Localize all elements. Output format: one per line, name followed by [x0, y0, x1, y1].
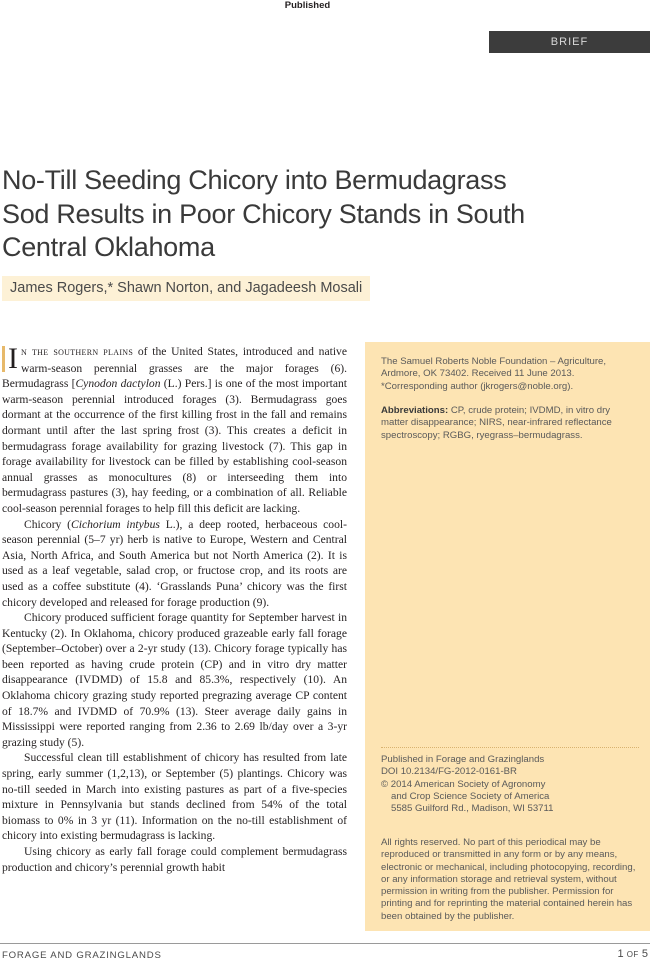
abbreviations-label: Abbreviations:: [381, 405, 449, 416]
title-line: Sod Results in Poor Chicory Stands in South: [2, 198, 525, 229]
affiliation-line: Ardmore, OK 73402. Received 11 June 2013.: [381, 368, 575, 380]
sidebar-panel: [365, 342, 650, 931]
article-type-banner: BRIEF: [489, 31, 650, 53]
body-text-run: Chicory (: [24, 517, 72, 531]
species-name: Cynodon dactylon: [75, 377, 161, 391]
title-line: Central Oklahoma: [2, 232, 215, 262]
title-line: No-Till Seeding Chicory into Bermudagrass: [2, 165, 507, 195]
species-name: Cichorium intybus: [71, 517, 160, 531]
of-label: OF: [626, 950, 639, 959]
publication-line: 5585 Guilford Rd., Madison, WI 53711: [391, 803, 554, 815]
author-affiliation: [381, 356, 639, 393]
published-label: Published: [284, 0, 331, 11]
body-text-run: of the United States, introduced and native warm-season perennial grasses are the major forages (6). Bermudagrass [: [2, 345, 347, 391]
article-title: [2, 164, 602, 265]
doi: DOI 10.2134/FG-2012-0161-BR: [381, 766, 517, 778]
publication-line: Published in Forage and Grazinglands: [381, 754, 545, 765]
author-list: James Rogers,* Shawn Norton, and Jagadeesh Mosali: [2, 276, 370, 301]
affiliation-line: *Corresponding author (jkrogers@noble.org).: [381, 380, 574, 392]
body-text-run: L.), a deep rooted, herbaceous cool-season perennial (5–7 yr) herb is native to Europe, Western and Central Asia, North Africa, and South America but not North America (2). It is used as a leaf vegetable, salad crop, or fructose crop, and its roots are used as a coffee substitute (4). ‘Grasslands Puna’ chicory was the first chicory developed and released for forage production (9).: [2, 517, 347, 609]
rights-statement: All rights reserved. No part of this periodical may be reproduced or transmitted in any form or by any means, electronic or mechanical, including photocopying, recording, or any information storage and retrieval system, without permission in writing from the publisher. Permission for printing and for reprinting the material contained herein has been obtained by the publisher.: [381, 837, 636, 922]
journal-name: FORAGE AND GRAZINGLANDS: [2, 950, 162, 961]
current-page: 1: [617, 948, 624, 960]
drop-cap: I: [2, 346, 18, 372]
publication-info: [381, 754, 639, 815]
article-body: [2, 344, 347, 875]
body-text-run: (L.) Pers.] is one of the most important warm-season perennial introduced forages (3). Bermudagrass goes dormant at the occurrence of the first killing frost in the fall and remains dormant until after the last spring frost (3). This creates a deficit in bermudagrass forage availability for grazing livestock (7). This gap in forage availability for livestock can be filled by establishing cool-season annual grasses as monocultures (8) or interseeding them into bermudagrass pastures (3), hay feeding, or a combination of all. Reliable cool-season perennial forages to help fill this deficit are lacking.: [2, 377, 347, 515]
footer-divider: [0, 943, 650, 944]
page-number: [618, 948, 648, 960]
lead-in-smallcaps: n the southern plains: [21, 346, 134, 358]
publication-line: and Crop Science Society of America: [391, 790, 550, 802]
sidebar-divider: [381, 747, 639, 748]
body-paragraph: [2, 344, 347, 517]
affiliation-line: The Samuel Roberts Noble Foundation – Agriculture,: [381, 356, 607, 367]
copyright-line: © 2014 American Society of Agronomy: [381, 778, 546, 790]
body-paragraph: Chicory produced sufficient forage quantity for September harvest in Kentucky (2). In Oklahoma, chicory produced grazeable early fall forage (September–October) over a 2-yr study (13). Chicory forage typically has been reported as having crude protein (CP) and in vitro dry matter disappearance (IVDMD) of 15.8 and 85.3%, respectively (10). An Oklahoma chicory grazing study reported pregrazing average CP content of 18.7% and IVDMD of 70.9% (13). Steer average daily gains in Mississippi were reported ranging from 2.36 to 2.69 lb/day over a 3-yr grazing study (5).: [2, 611, 347, 749]
abbreviations-text: CP, crude protein; IVDMD, in vitro dry matter disappearance; NIRS, near-infrared reflectance spectroscopy; RGBG, ryegrass–bermudagrass.: [381, 405, 612, 441]
body-paragraph: [2, 517, 347, 611]
abbreviations: [381, 405, 639, 442]
body-paragraph: Using chicory as early fall forage could complement bermudagrass production and chicory’s perennial growth habit: [2, 845, 347, 874]
total-pages: 5: [641, 948, 648, 960]
body-paragraph: Successful clean till establishment of chicory has resulted from late spring, early summer (1,2,13), or September (5) plantings. Chicory was no-till seeded in March into existing pastures as part of a five-species mixture in Pennsylvania but stands declined from 54% of the total biomass to 0% in 3 yr (11). Information on the no-till establishment of chicory into existing bermudagrass is lacking.: [2, 751, 347, 843]
